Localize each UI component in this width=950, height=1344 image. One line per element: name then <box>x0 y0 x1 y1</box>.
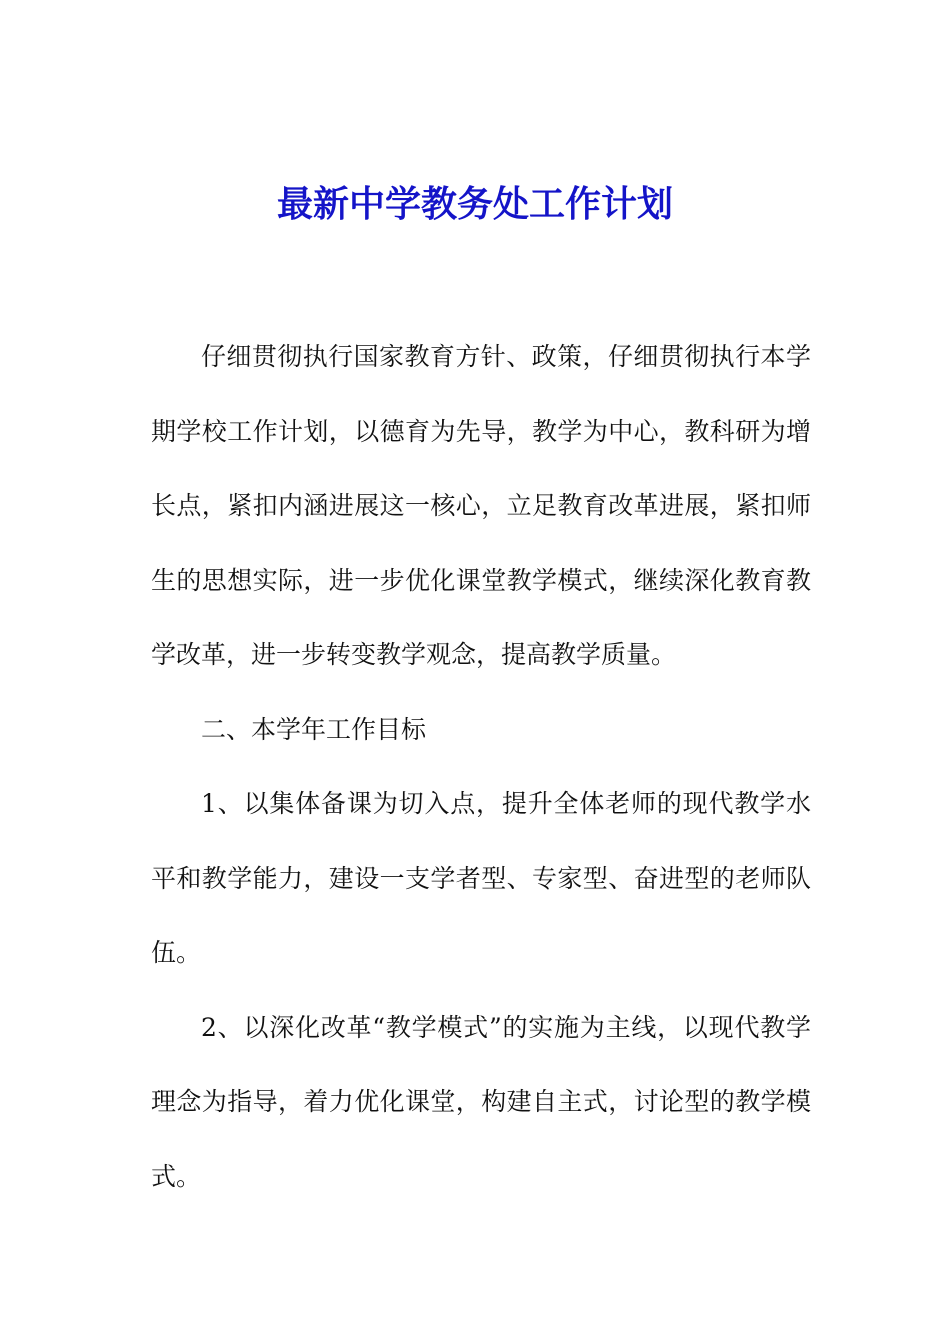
section-heading-goals: 二、本学年工作目标 <box>201 714 427 744</box>
document-title: 最新中学教务处工作计划 <box>276 183 673 225</box>
paragraph-goal-1: 1、以集体备课为切入点，提升全体老师的现代教学水平和教学能力，建设一支学者型、专家型、奋进型的老师队伍。 <box>151 789 811 967</box>
paragraph-intro: 仔细贯彻执行国家教育方针、政策，仔细贯彻执行本学期学校工作计划，以德育为先导，教学为中心，教科研为增长点，紧扣内涵进展这一核心，立足教育改革进展，紧扣师生的思想实际，进一步优化课堂教学模式，继续深化教育教学改革，进一步转变教学观念，提高教学质量。 <box>151 342 811 669</box>
paragraph-goal-2: 2、以深化改革“教学模式”的实施为主线，以现代教学理念为指导，着力优化课堂，构建自主式，讨论型的教学模式。 <box>151 1012 811 1191</box>
document-body <box>151 320 811 1214</box>
